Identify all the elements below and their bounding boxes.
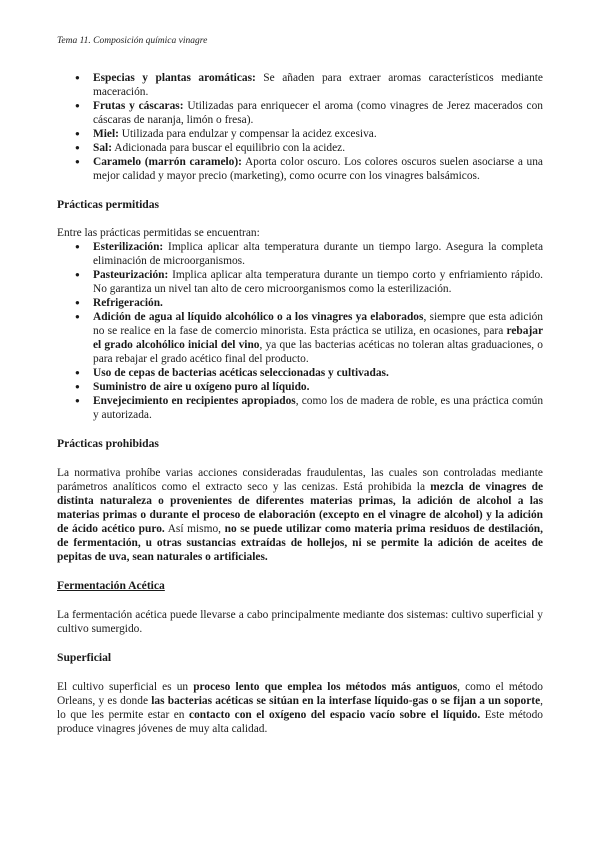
- list-item: ● Adición de agua al líquido alcohólico o a los vinagres ya elaborados, siempre que esta adición no se realice en la fase de comercio minorista. Esta práctica se utiliza, en ocasiones, para rebajar el grado alcohólico inicial del vino, ya que las bacterias acéticas no toleran altas graduaciones, o para rebajar el grado acético final del producto.: [93, 310, 543, 366]
- item-text: Se añaden para extraer aromas característicos mediante maceración.: [93, 72, 543, 98]
- item-text: Utilizadas para enriquecer el aroma (como vinagres de Jerez macerados con cáscaras de naranja, limón o fresa).: [93, 100, 543, 126]
- superficial-paragraph: El cultivo superficial es un proceso lento que emplea los métodos más antiguos, como el método Orleans, y es donde las bacterias acéticas se sitúan en la interfase líquido-gas o se fijan a un soporte, lo que les permite estar en contacto con el oxígeno del espacio vacío sobre el líquido. Este método produce vinagres jóvenes de muy alta calidad.: [57, 681, 543, 735]
- list-item: [93, 71, 543, 99]
- document-body: [57, 71, 543, 736]
- item-text: Aporta color oscuro. Los colores oscuros suelen asociarse a una mejor calidad y mayor precio (marketing), como ocurre con los vinagres balsámicos.: [93, 156, 543, 182]
- section-heading-fermentacion: Fermentación Acética: [57, 579, 165, 592]
- list-item: ● Pasteurización: Implica aplicar alta temperatura durante un tiempo corto y enfriamiento rápido. No garantiza un nivel tan alto de cero microorganismos como la esterilización.: [93, 268, 543, 296]
- ingredients-list: [57, 71, 543, 183]
- list-item: ● Refrigeración.: [93, 296, 543, 310]
- list-item: [93, 127, 543, 141]
- list-item: [93, 155, 543, 183]
- item-term: Sal:: [93, 142, 112, 154]
- section-heading-prohibidas: Prácticas prohibidas: [57, 437, 159, 450]
- list-item: [93, 141, 543, 155]
- fermentacion-paragraph: La fermentación acética puede llevarse a cabo principalmente mediante dos sistemas: cultivo superficial y cultivo sumergido.: [57, 609, 543, 635]
- list-item: ● Uso de cepas de bacterias acéticas seleccionadas y cultivadas.: [93, 366, 543, 380]
- page-header: Tema 11. Composición química vinagre: [57, 36, 208, 46]
- permitidas-intro: Entre las prácticas permitidas se encuentran:: [57, 227, 260, 239]
- item-term: Caramelo (marrón caramelo):: [93, 156, 242, 168]
- permitidas-list: [57, 240, 543, 422]
- list-item: ● Envejecimiento en recipientes apropiados, como los de madera de roble, es una práctica común y autorizada.: [93, 394, 543, 422]
- item-text: Adicionada para buscar el equilibrio con la acidez.: [112, 142, 346, 154]
- item-term: Especias y plantas aromáticas:: [93, 72, 256, 84]
- list-item: [93, 99, 543, 127]
- item-term: Miel:: [93, 128, 119, 140]
- item-text: Utilizada para endulzar y compensar la acidez excesiva.: [118, 128, 377, 140]
- section-heading-superficial: Superficial: [57, 651, 112, 664]
- item-term: Frutas y cáscaras:: [93, 100, 184, 112]
- list-item: ● Esterilización: Implica aplicar alta temperatura durante un tiempo largo. Asegura la completa eliminación de microorganismos.: [93, 240, 543, 268]
- section-heading-permitidas: Prácticas permitidas: [57, 198, 160, 211]
- prohibidas-paragraph: La normativa prohíbe varias acciones consideradas fraudulentas, las cuales son controladas mediante parámetros analíticos como el extracto seco y las cenizas. Está prohibida la mezcla de vinagres de distinta naturaleza o provenientes de diferentes materias primas, la adición de alcohol a las materias primas o durante el proceso de elaboración (excepto en el vinagre de alcohol) y la adición de ácido acético puro. Así mismo, no se puede utilizar como materia prima residuos de destilación, de fermentación, u otras sustancias extraídas de hollejos, ni se permite la adición de aceites de pepitas de uva, sean naturales o artificiales.: [57, 467, 543, 563]
- list-item: ● Suministro de aire u oxígeno puro al líquido.: [93, 380, 543, 394]
